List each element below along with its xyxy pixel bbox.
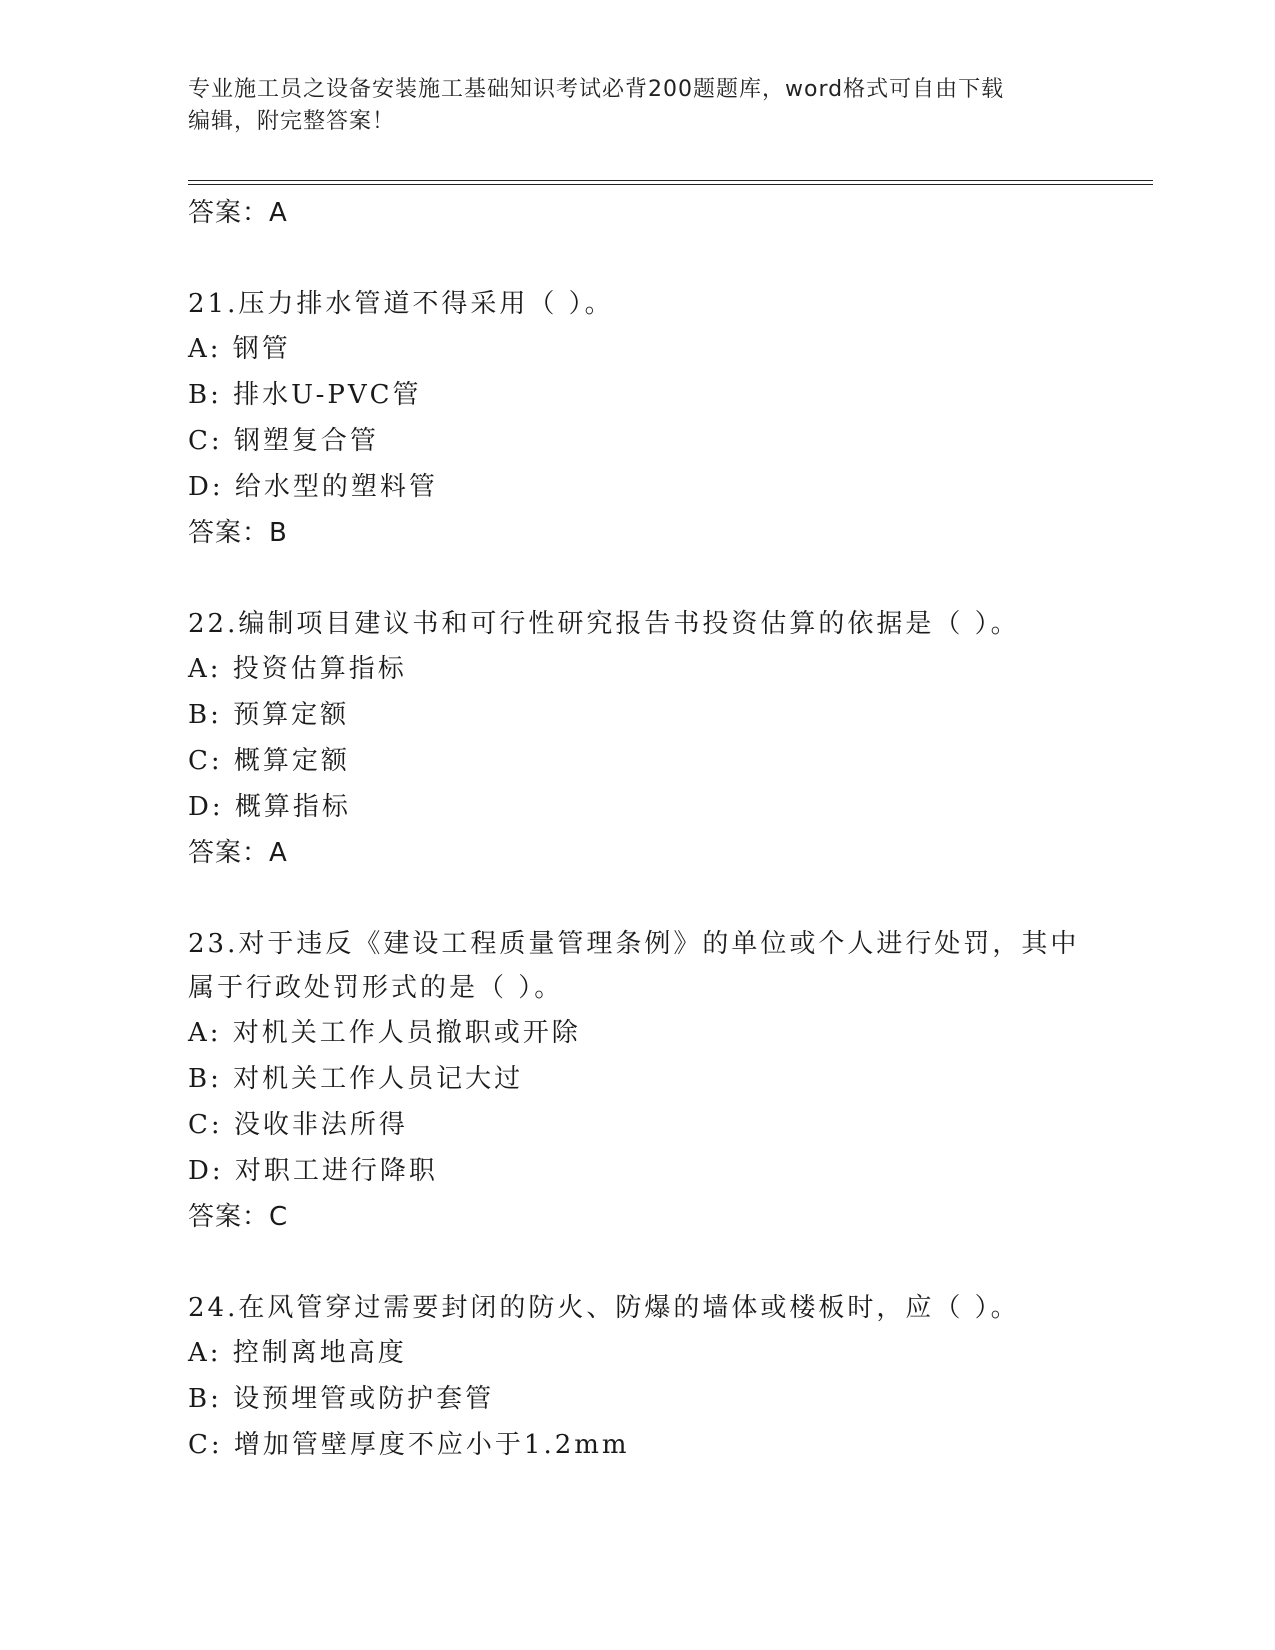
question-22 [188,602,1108,876]
question-text-line-2: 属于行政处罚形式的是（ ）。 [188,973,564,1003]
answer: 答案：B [188,518,288,548]
header-line-2: 编辑，附完整答案！ [188,109,396,134]
option-a: A: 对机关工作人员撤职或开除 [188,1018,581,1048]
spacer [188,1240,1108,1286]
option-c: C: 增加管壁厚度不应小于1.2mm [188,1430,630,1460]
spacer [188,876,1108,922]
option-c: C: 钢塑复合管 [188,426,379,456]
option-b: B: 排水U-PVC管 [188,380,422,410]
option-b: B: 对机关工作人员记大过 [188,1064,524,1094]
answer-20: 答案：A [188,198,288,228]
spacer [188,236,1108,282]
question-text: 22.编制项目建议书和可行性研究报告书投资估算的依据是（ ）。 [188,609,1020,639]
answer: 答案：A [188,838,288,868]
header-line-1: 专业施工员之设备安装施工基础知识考试必背200题题库，word格式可自由下载 [188,77,1005,102]
spacer [188,556,1108,602]
option-b: B: 预算定额 [188,700,350,730]
question-text: 24.在风管穿过需要封闭的防火、防爆的墙体或楼板时，应（ ）。 [188,1293,1020,1323]
question-text-line-1: 23.对于违反《建设工程质量管理条例》的单位或个人进行处罚，其中 [188,929,1080,959]
option-d: D: 对职工进行降职 [188,1156,438,1186]
option-d: D: 概算指标 [188,792,351,822]
option-b: B: 设预埋管或防护套管 [188,1384,495,1414]
question-23 [188,922,1108,1240]
question-text: 21.压力排水管道不得采用（ ）。 [188,289,614,319]
option-c: C: 概算定额 [188,746,350,776]
question-21 [188,282,1108,556]
header-rule-bottom [188,184,1153,185]
option-a: A: 控制离地高度 [188,1338,407,1368]
question-list [188,190,1108,1468]
option-a: A: 钢管 [188,334,291,364]
option-d: D: 给水型的塑料管 [188,472,438,502]
header-rule-top [188,180,1153,181]
option-c: C: 没收非法所得 [188,1110,408,1140]
answer: 答案：C [188,1202,289,1232]
question-24 [188,1286,1108,1468]
document-header [188,74,1088,138]
option-a: A: 投资估算指标 [188,654,407,684]
